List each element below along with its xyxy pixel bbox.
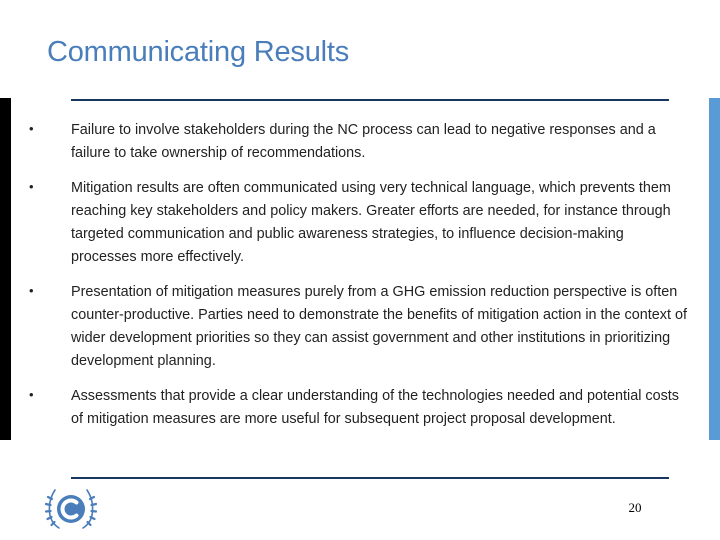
right-accent-bar [709, 98, 720, 440]
page-number: 20 [628, 500, 642, 515]
bullet-text: Assessments that provide a clear understanding of the technologies needed and potential costs of mitigation measures are more useful for subsequent project proposal development. [71, 388, 679, 427]
bullet-marker: • [29, 179, 34, 194]
bullet-list [27, 119, 687, 443]
bullet-item [27, 385, 687, 431]
bullet-marker: • [29, 121, 34, 136]
bullet-item [27, 281, 687, 373]
left-accent-bar [0, 98, 11, 440]
bullet-text: Failure to involve stakeholders during the NC process can lead to negative responses and a failure to take ownership of recommendations. [71, 122, 656, 161]
bullet-text: Mitigation results are often communicated using very technical language, which prevents them reaching key stakeholders and policy makers. Greater efforts are needed, for instance through targeted communication and public awareness strategies, to influence decision-making processes more effectively. [71, 180, 671, 265]
unfccc-logo-icon [45, 487, 97, 533]
bullet-marker: • [29, 387, 34, 402]
slide-title: Communicating Results [47, 36, 350, 68]
top-divider [71, 99, 669, 101]
bullet-marker: • [29, 283, 34, 298]
bullet-item [27, 119, 687, 165]
bottom-divider [71, 477, 669, 479]
bullet-text: Presentation of mitigation measures purely from a GHG emission reduction perspective is often counter-productive. Parties need to demonstrate the benefits of mitigation action in the context of wider development priorities so they can assist government and other institutions in prioritizing development planning. [71, 284, 687, 369]
bullet-item [27, 177, 687, 269]
